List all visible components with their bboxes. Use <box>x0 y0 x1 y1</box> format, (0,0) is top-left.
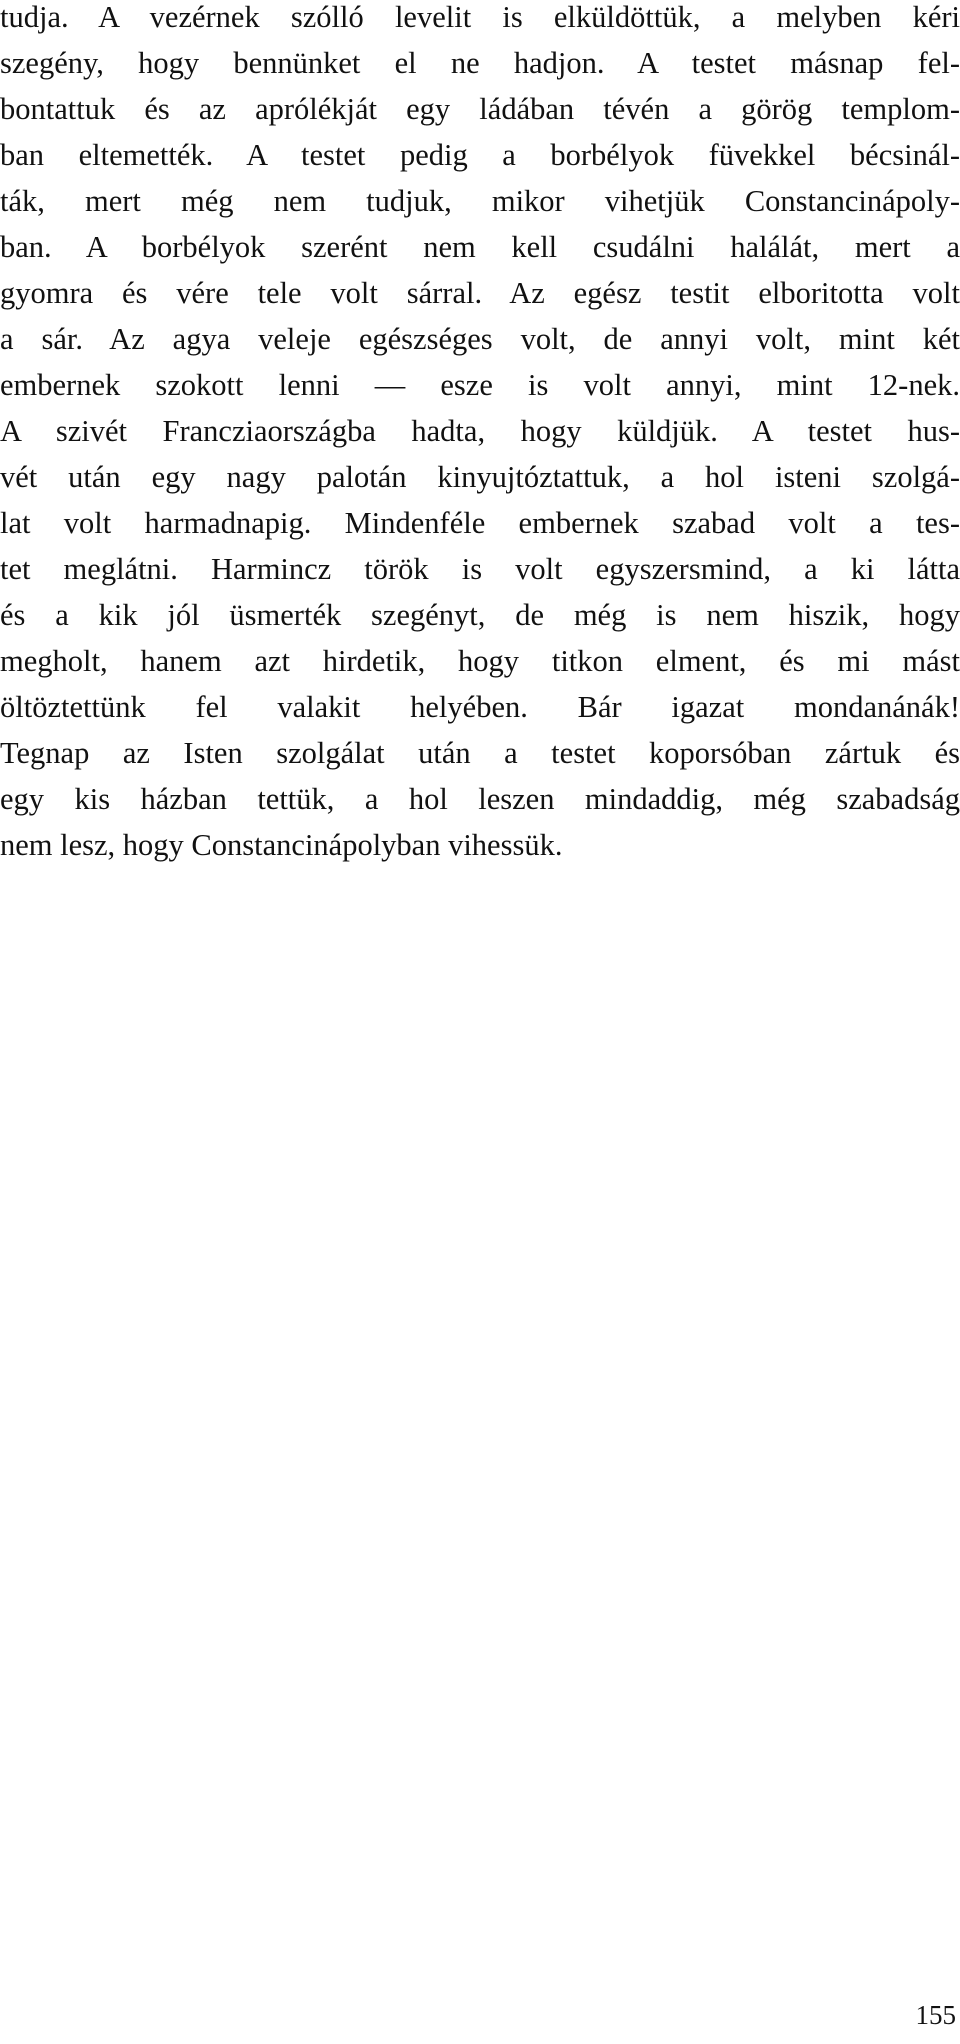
text-line: és a kik jól üsmerték szegényt, de még is nem hiszik, hogy <box>0 598 960 632</box>
text-line: a sár. Az agya veleje egészséges volt, de annyi volt, mint két <box>0 322 960 356</box>
text-line: embernek szokott lenni — esze is volt annyi, mint 12-nek. <box>0 368 960 402</box>
text-line: A szivét Francziaországba hadta, hogy küldjük. A testet hus- <box>0 414 960 448</box>
text-line: ban. A borbélyok szerént nem kell csudálni halálát, mert a <box>0 230 960 264</box>
text-line: öltöztettünk fel valakit helyében. Bár igazat mondanánák! <box>0 690 960 724</box>
text-line: szegény, hogy bennünket el ne hadjon. A testet másnap fel- <box>0 46 960 80</box>
text-line: tet meglátni. Harmincz török is volt egyszersmind, a ki látta <box>0 552 960 586</box>
text-line: Tegnap az Isten szolgálat után a testet koporsóban zártuk és <box>0 736 960 770</box>
page-number: 155 <box>915 2000 956 2030</box>
text-line: ban eltemették. A testet pedig a borbélyok füvekkel bécsinál- <box>0 138 960 172</box>
text-line: egy kis házban tettük, a hol leszen mindaddig, még szabadság <box>0 782 960 816</box>
text-line: lat volt harmadnapig. Mindenféle embernek szabad volt a tes- <box>0 506 960 540</box>
text-line: gyomra és vére tele volt sárral. Az egész testit elboritotta volt <box>0 276 960 310</box>
body-text <box>0 0 960 868</box>
text-line: vét után egy nagy palotán kinyujtóztattuk, a hol isteni szolgá- <box>0 460 960 494</box>
text-line: bontattuk és az aprólékját egy ládában tévén a görög templom- <box>0 92 960 126</box>
text-line: tudja. A vezérnek szólló levelit is elküldöttük, a melyben kéri <box>0 0 960 34</box>
text-line: megholt, hanem azt hirdetik, hogy titkon elment, és mi mást <box>0 644 960 678</box>
text-line-last: nem lesz, hogy Constancinápolyban vihessük. <box>0 828 563 862</box>
text-line: ták, mert még nem tudjuk, mikor vihetjük Constancinápoly- <box>0 184 960 218</box>
